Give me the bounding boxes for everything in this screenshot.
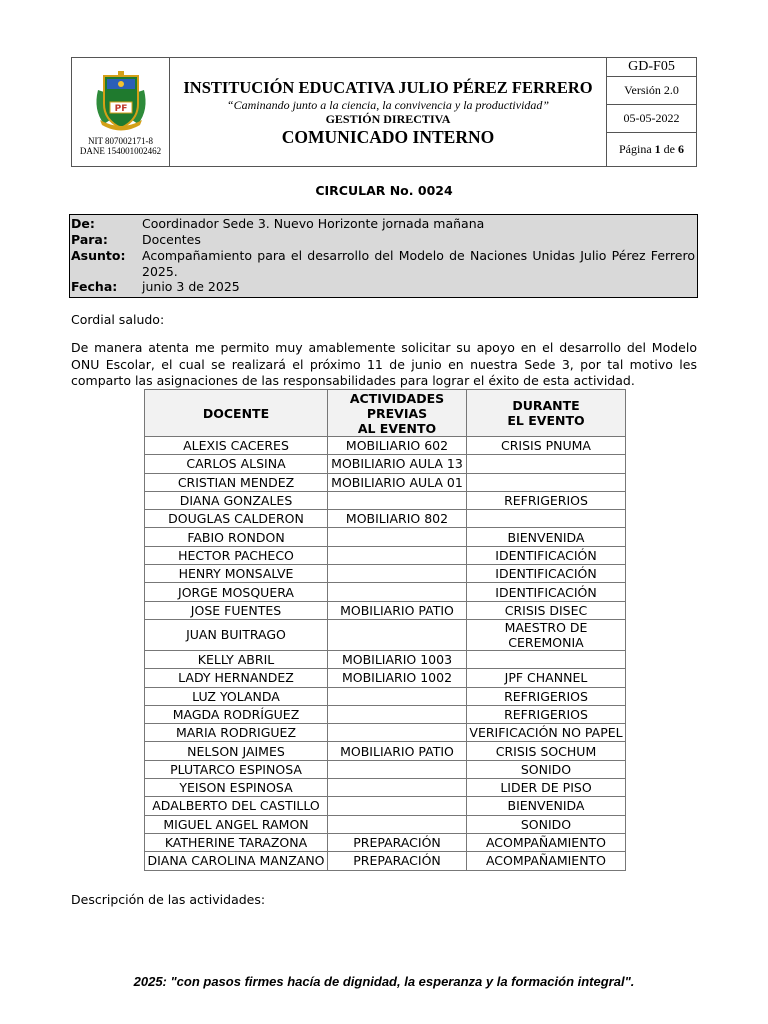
document-code: GD-F05 — [607, 58, 697, 77]
table-row — [145, 510, 626, 528]
page-label: Página — [619, 142, 652, 156]
title-cell — [170, 58, 607, 167]
page-total: 6 — [678, 142, 684, 156]
cell-durante-evento — [467, 455, 626, 473]
institution-name: INSTITUCIÓN EDUCATIVA JULIO PÉREZ FERRERO — [183, 78, 593, 97]
cell-docente: CARLOS ALSINA — [145, 455, 328, 473]
subject-label: Asunto: — [71, 248, 126, 263]
table-row — [145, 742, 626, 760]
cell-docente: YEISON ESPINOSA — [145, 779, 328, 797]
cell-durante-evento: ACOMPAÑAMIENTO — [467, 852, 626, 870]
cell-durante-evento: VERIFICACIÓN NO PAPEL — [467, 724, 626, 742]
table-row — [145, 565, 626, 583]
cell-actividad-previa — [328, 687, 467, 705]
to-value: Docentes — [142, 232, 201, 247]
cell-docente: FABIO RONDON — [145, 528, 328, 546]
cell-docente: JOSE FUENTES — [145, 601, 328, 619]
table-row — [145, 546, 626, 564]
cell-docente: LUZ YOLANDA — [145, 687, 328, 705]
cell-docente: ALEXIS CACERES — [145, 437, 328, 455]
page-separator: de — [663, 142, 675, 156]
logo-letters: PF — [114, 104, 127, 114]
cell-docente: HENRY MONSALVE — [145, 565, 328, 583]
page-number: 1 — [654, 142, 661, 156]
table-row — [145, 528, 626, 546]
cell-durante-evento — [467, 473, 626, 491]
cell-actividad-previa — [328, 760, 467, 778]
page-indicator — [607, 133, 697, 167]
table-row — [145, 705, 626, 723]
cell-docente: JORGE MOSQUERA — [145, 583, 328, 601]
header-durante: DURANTE EL EVENTO — [467, 390, 626, 437]
intro-paragraph: De manera atenta me permito muy amablemente solicitar su apoyo en el desarrollo del Modelo ONU Escolar, el cual se realizará el próximo 11 de junio en nuestra Sede 3, por tal motivo les comparto las asignaciones de las responsabilidades para lograr el éxito de esta actividad. — [71, 340, 697, 388]
table-row — [145, 650, 626, 668]
cell-docente: KATHERINE TARAZONA — [145, 833, 328, 851]
cell-durante-evento: JPF CHANNEL — [467, 669, 626, 687]
cell-durante-evento: SONIDO — [467, 760, 626, 778]
cell-actividad-previa: MOBILIARIO 1002 — [328, 669, 467, 687]
cell-actividad-previa — [328, 797, 467, 815]
cell-durante-evento: BIENVENIDA — [467, 797, 626, 815]
cell-actividad-previa — [328, 565, 467, 583]
cell-durante-evento: CRISIS DISEC — [467, 601, 626, 619]
dane-text: DANE 154001002462 — [79, 146, 162, 156]
cell-docente: NELSON JAIMES — [145, 742, 328, 760]
greeting: Cordial saludo: — [71, 312, 165, 327]
cell-docente: DOUGLAS CALDERON — [145, 510, 328, 528]
cell-durante-evento: MAESTRO DE CEREMONIA — [467, 619, 626, 650]
table-body — [145, 437, 626, 871]
date-label: Fecha: — [71, 279, 118, 294]
cell-durante-evento: REFRIGERIOS — [467, 687, 626, 705]
cell-docente: DIANA CAROLINA MANZANO — [145, 852, 328, 870]
date-value: junio 3 de 2025 — [142, 279, 240, 294]
table-row — [145, 455, 626, 473]
table-row — [145, 852, 626, 870]
cell-actividad-previa: PREPARACIÓN — [328, 833, 467, 851]
cell-actividad-previa: MOBILIARIO 802 — [328, 510, 467, 528]
cell-durante-evento: IDENTIFICACIÓN — [467, 546, 626, 564]
to-label: Para: — [71, 232, 108, 247]
cell-actividad-previa: MOBILIARIO 1003 — [328, 650, 467, 668]
table-row — [145, 815, 626, 833]
cell-docente: JUAN BUITRAGO — [145, 619, 328, 650]
cell-durante-evento: IDENTIFICACIÓN — [467, 583, 626, 601]
table-row — [145, 583, 626, 601]
cell-actividad-previa — [328, 528, 467, 546]
subject-value: Acompañamiento para el desarrollo del Modelo de Naciones Unidas Julio Pérez Ferrero 2025. — [142, 248, 695, 279]
assignments-table — [144, 389, 626, 871]
document-version: Versión 2.0 — [607, 77, 697, 105]
cell-actividad-previa — [328, 583, 467, 601]
cell-durante-evento: CRISIS SOCHUM — [467, 742, 626, 760]
table-row — [145, 491, 626, 509]
cell-durante-evento: BIENVENIDA — [467, 528, 626, 546]
table-row — [145, 797, 626, 815]
cell-actividad-previa: MOBILIARIO AULA 13 — [328, 455, 467, 473]
institution-slogan: “Caminando junto a la ciencia, la convivencia y la productividad” — [226, 98, 550, 112]
cell-durante-evento — [467, 650, 626, 668]
table-header-row — [145, 390, 626, 437]
cell-durante-evento: LIDER DE PISO — [467, 779, 626, 797]
cell-durante-evento: CRISIS PNUMA — [467, 437, 626, 455]
from-label: De: — [71, 216, 95, 231]
cell-durante-evento: ACOMPAÑAMIENTO — [467, 833, 626, 851]
footer-motto: 2025: "con pasos firmes hacía de dignidad, la esperanza y la formación integral". — [133, 974, 635, 989]
table-row — [145, 619, 626, 650]
cell-docente: DIANA GONZALES — [145, 491, 328, 509]
table-row — [145, 779, 626, 797]
department-name: GESTIÓN DIRECTIVA — [325, 112, 451, 126]
activities-description-label: Descripción de las actividades: — [71, 892, 266, 907]
header-actividades: ACTIVIDADES PREVIAS AL EVENTO — [328, 390, 467, 437]
cell-docente: PLUTARCO ESPINOSA — [145, 760, 328, 778]
cell-actividad-previa — [328, 724, 467, 742]
table-row — [145, 760, 626, 778]
cell-actividad-previa — [328, 619, 467, 650]
cell-durante-evento: SONIDO — [467, 815, 626, 833]
school-shield-logo — [90, 70, 152, 132]
from-value: Coordinador Sede 3. Nuevo Horizonte jornada mañana — [142, 216, 485, 231]
cell-actividad-previa — [328, 546, 467, 564]
circular-number: CIRCULAR No. 0024 — [315, 183, 453, 198]
cell-actividad-previa: MOBILIARIO PATIO — [328, 742, 467, 760]
cell-durante-evento — [467, 510, 626, 528]
nit-text: NIT 807002171-8 — [87, 136, 154, 146]
cell-durante-evento: REFRIGERIOS — [467, 705, 626, 723]
logo-cell — [72, 58, 170, 167]
cell-actividad-previa: PREPARACIÓN — [328, 852, 467, 870]
table-row — [145, 724, 626, 742]
cell-docente: LADY HERNANDEZ — [145, 669, 328, 687]
cell-durante-evento: IDENTIFICACIÓN — [467, 565, 626, 583]
cell-actividad-previa — [328, 491, 467, 509]
table-row — [145, 601, 626, 619]
cell-actividad-previa: MOBILIARIO AULA 01 — [328, 473, 467, 491]
table-row — [145, 833, 626, 851]
cell-actividad-previa — [328, 779, 467, 797]
cell-docente: MARIA RODRIGUEZ — [145, 724, 328, 742]
cell-durante-evento: REFRIGERIOS — [467, 491, 626, 509]
table-row — [145, 687, 626, 705]
table-row — [145, 437, 626, 455]
table-row — [145, 669, 626, 687]
cell-docente: MIGUEL ANGEL RAMON — [145, 815, 328, 833]
cell-docente: CRISTIAN MENDEZ — [145, 473, 328, 491]
cell-docente: HECTOR PACHECO — [145, 546, 328, 564]
cell-docente: KELLY ABRIL — [145, 650, 328, 668]
header-docente: DOCENTE — [145, 390, 328, 437]
document-date: 05-05-2022 — [607, 105, 697, 133]
memo-info-box — [69, 214, 698, 298]
document-type: COMUNICADO INTERNO — [281, 127, 495, 147]
table-row — [145, 473, 626, 491]
document-header — [71, 57, 697, 167]
cell-actividad-previa: MOBILIARIO 602 — [328, 437, 467, 455]
cell-actividad-previa: MOBILIARIO PATIO — [328, 601, 467, 619]
cell-actividad-previa — [328, 815, 467, 833]
cell-docente: ADALBERTO DEL CASTILLO — [145, 797, 328, 815]
cell-actividad-previa — [328, 705, 467, 723]
cell-docente: MAGDA RODRÍGUEZ — [145, 705, 328, 723]
